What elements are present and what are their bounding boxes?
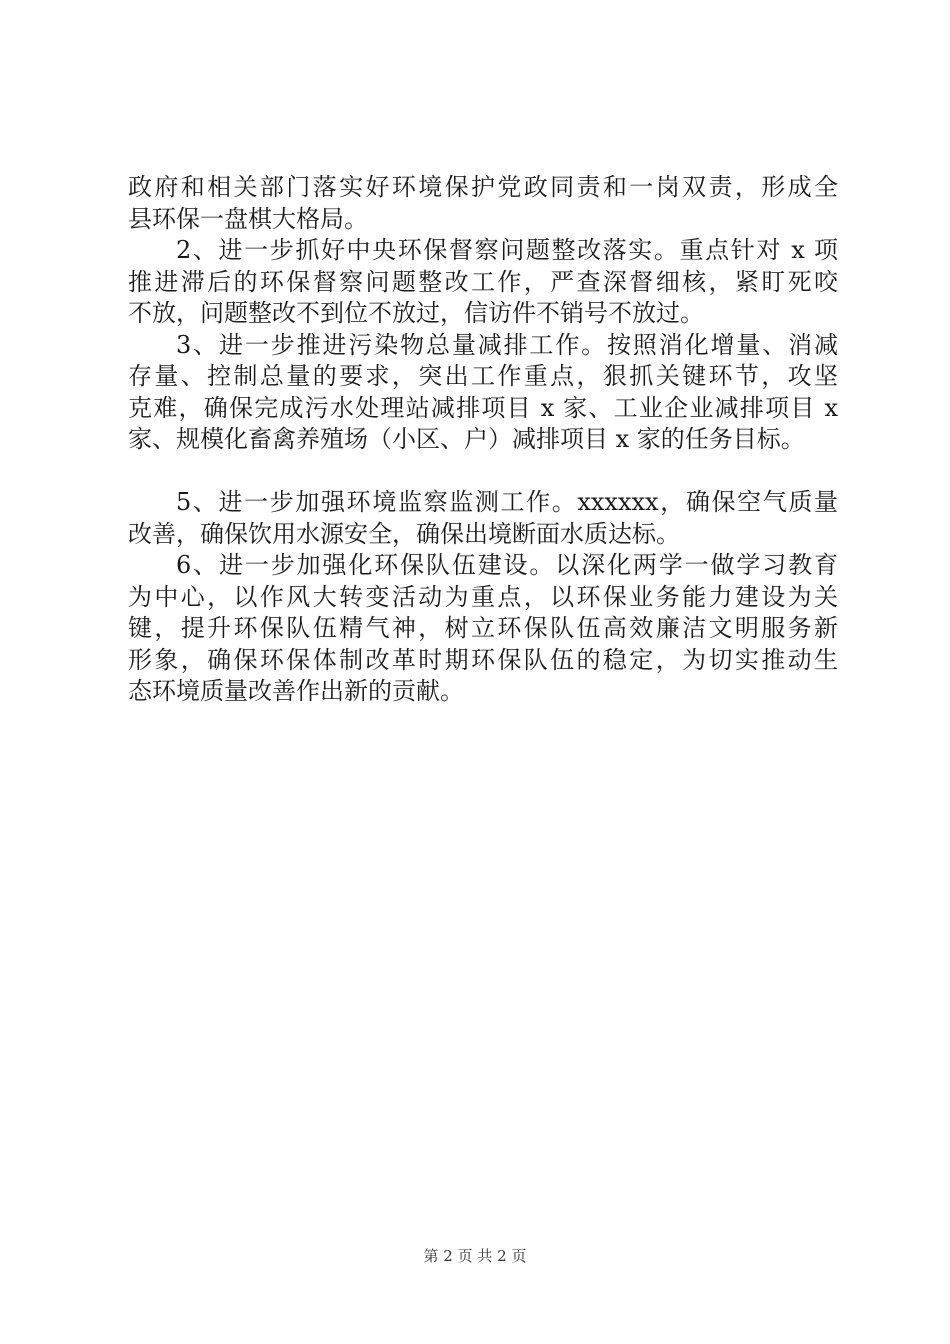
text-line: 克难，确保完成污水处理站减排项目 x 家、工业企业减排项目 x: [128, 393, 838, 422]
paragraph-item-5: [128, 487, 838, 550]
paragraph-continued: [128, 172, 838, 235]
text-line: 5、进一步加强环境监察监测工作。xxxxxx，确保空气质量: [176, 488, 838, 516]
text-line: 不放，问题整改不到位不放过，信访件不销号不放过。: [128, 299, 704, 327]
paragraph-item-6: [128, 550, 838, 708]
text-line: 3、进一步推进污染物总量减排工作。按照消化增量、消减: [176, 330, 838, 359]
paragraph-item-3: [128, 330, 838, 456]
text-line: 键，提升环保队伍精气神，树立环保队伍高效廉洁文明服务新: [128, 614, 838, 642]
document-body: [128, 172, 838, 708]
text-line: 形象，确保环保体制改革时期环保队伍的稳定，为切实推动生: [128, 645, 838, 674]
paragraph-gap: [128, 456, 838, 488]
text-line: 推进滞后的环保督察问题整改工作，严查深督细核，紧盯死咬: [128, 267, 838, 296]
page-number-footer: 第 2 页 共 2 页: [423, 1247, 527, 1265]
text-line: 政府和相关部门落实好环境保护党政同责和一岗双责，形成全: [128, 173, 838, 201]
text-line: 6、进一步加强化环保队伍建设。以深化两学一做学习教育: [176, 551, 838, 579]
text-line: 家、规模化畜禽养殖场（小区、户）减排项目 x 家的任务目标。: [128, 425, 805, 453]
text-line: 态环境质量改善作出新的贡献。: [128, 677, 464, 705]
text-line: 2、进一步抓好中央环保督察问题整改落实。重点针对 x 项: [176, 236, 838, 264]
text-line: 县环保一盘棋大格局。: [128, 204, 368, 233]
paragraph-item-2: [128, 235, 838, 330]
text-line: 存量、控制总量的要求，突出工作重点，狠抓关键环节，攻坚: [128, 362, 838, 390]
text-line: 改善，确保饮用水源安全，确保出境断面水质达标。: [128, 519, 680, 548]
text-line: 为中心，以作风大转变活动为重点，以环保业务能力建设为关: [128, 582, 838, 611]
